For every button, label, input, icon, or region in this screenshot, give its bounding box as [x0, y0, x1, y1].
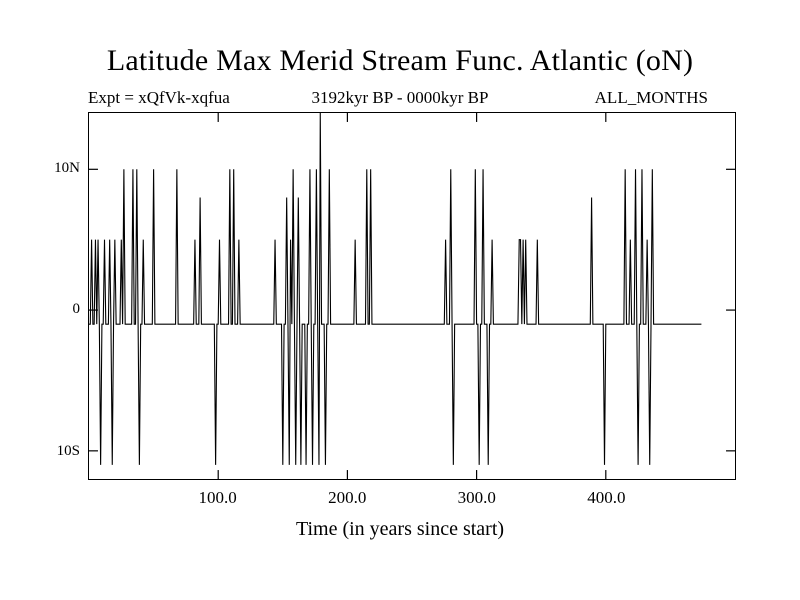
series-plot	[89, 113, 735, 479]
experiment-label: Expt = xQfVk-xqfua	[88, 88, 230, 107]
months-label: ALL_MONTHS	[594, 88, 708, 107]
x-tick-label: 400.0	[587, 488, 626, 507]
plot-area	[88, 112, 736, 480]
page-title: Latitude Max Merid Stream Func. Atlantic (oN)	[106, 44, 694, 77]
x-axis-title: Time (in years since start)	[295, 518, 505, 540]
y-tick-label: 10S	[56, 442, 80, 459]
x-tick-label: 300.0	[457, 488, 496, 507]
y-tick-label: 10N	[54, 159, 80, 176]
x-tick-label: 100.0	[198, 488, 237, 507]
period-label: 3192kyr BP - 0000kyr BP	[311, 88, 489, 107]
x-tick-label: 200.0	[328, 488, 367, 507]
y-tick-label: 0	[72, 301, 80, 318]
